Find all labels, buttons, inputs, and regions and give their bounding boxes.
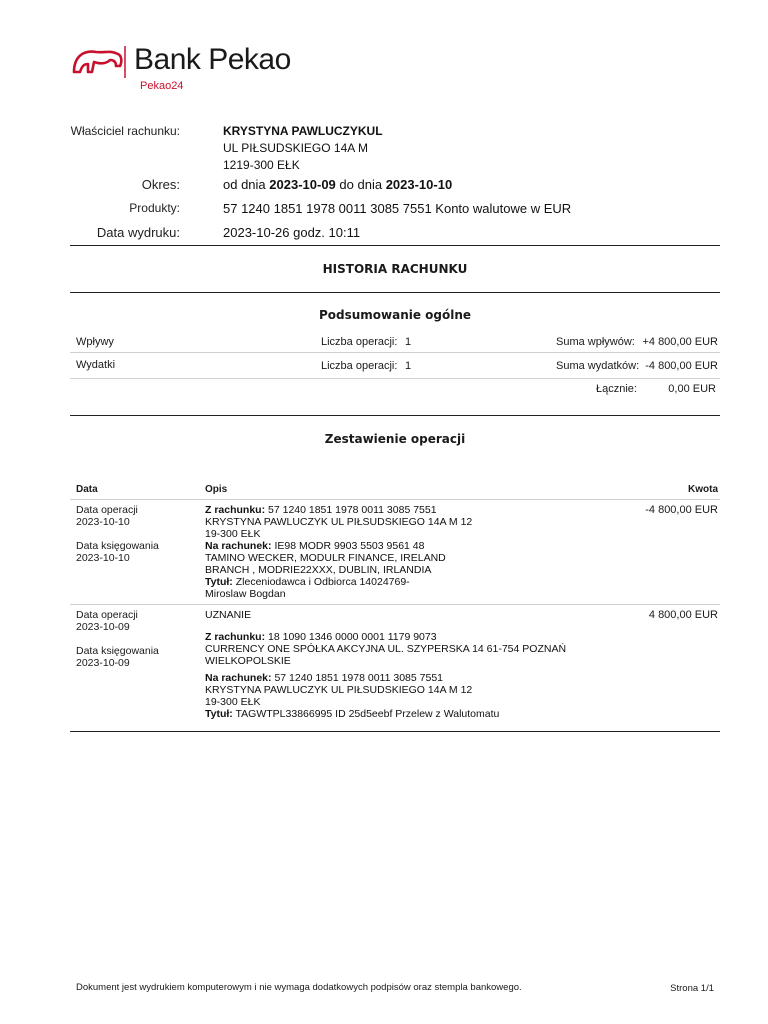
- summary-count: 1: [405, 360, 412, 372]
- summary-total-label: Łącznie:: [596, 383, 637, 395]
- operation-dates: Data operacji 2023-10-10 Data księgowania 2023-10-10: [76, 504, 159, 564]
- products-value: 57 1240 1851 1978 0011 3085 7551 Konto walutowe w EUR: [223, 201, 572, 216]
- operation-amount: -4 800,00 EUR: [645, 504, 718, 516]
- period-label: Okres:: [141, 177, 180, 192]
- summary-sum: -4 800,00 EUR: [645, 360, 718, 372]
- owner-address-1: UL PIŁSUDSKIEGO 14A M: [223, 141, 368, 155]
- operation-amount: 4 800,00 EUR: [648, 609, 718, 621]
- bank-logo: [70, 43, 291, 92]
- page-number: Strona 1/1: [670, 983, 714, 994]
- owner-name: KRYSTYNA PAWLUCZYKUL: [223, 124, 383, 138]
- summary-row-name: Wydatki: [76, 359, 116, 371]
- bison-icon: [70, 44, 126, 80]
- operation-description: UZNANIE Z rachunku: 18 1090 1346 0000 0001 1179 9073 CURRENCY ONE SPÓŁKA AKCYJNA UL. SZYPERSKA 14 61-754 POZNAŃ WIELKOPOLSKIE Na rachunek: 57 1240 1851 1978 0011 3085 7551 KRYSTYNA PAWLUCZYK UL PIŁSUDSKIEGO 14A M 12 19-300 EŁK Tytuł: TAGWTPL33866995 ID 25d5eebf Przelew z Walutomatu: [205, 609, 567, 720]
- divider: [70, 292, 720, 293]
- divider: [70, 245, 720, 246]
- divider: [70, 499, 720, 500]
- divider: [70, 604, 720, 605]
- period-value: od dnia 2023-10-09 do dnia 2023-10-10: [223, 177, 453, 192]
- print-date-label: Data wydruku:: [96, 225, 180, 240]
- print-date-value: 2023-10-26 godz. 10:11: [223, 225, 361, 240]
- summary-count: 1: [405, 336, 412, 348]
- products-label: Produkty:: [129, 201, 180, 215]
- divider: [70, 415, 720, 416]
- bank-subname: Pekao24: [140, 80, 184, 92]
- bank-name: Bank Pekao: [134, 43, 291, 76]
- summary-title: Podsumowanie ogólne: [318, 308, 472, 322]
- summary-count-label: Liczba operacji:: [321, 336, 398, 348]
- summary-sum: +4 800,00 EUR: [642, 336, 718, 348]
- summary-total: 0,00 EUR: [668, 383, 716, 395]
- operation-dates: Data operacji 2023-10-09 Data księgowania 2023-10-09: [76, 609, 159, 669]
- operations-title: Zestawienie operacji: [324, 432, 466, 446]
- divider: [70, 378, 720, 379]
- operation-description: Z rachunku: 57 1240 1851 1978 0011 3085 7551 KRYSTYNA PAWLUCZYK UL PIŁSUDSKIEGO 14A M 12 19-300 EŁK Na rachunek: IE98 MODR 9903 5503 9561 48 TAMINO WECKER, MODULR FINANCE, IRELAND BRANCH , MODRIE22XXX, DUBLIN, IRLANDIA Tytuł: Zleceniodawca i Odbiorca 14024769- Miroslaw Bogdan: [205, 504, 473, 600]
- footer-note: Dokument jest wydrukiem komputerowym i nie wymaga dodatkowych podpisów oraz stempla bankowego.: [76, 982, 522, 993]
- summary-row-name: Wpływy: [76, 336, 114, 348]
- summary-sum-label: Suma wpływów:: [556, 336, 635, 348]
- divider: [70, 731, 720, 732]
- summary-sum-label: Suma wydatków:: [556, 360, 640, 372]
- col-amount-header: Kwota: [688, 484, 718, 495]
- col-date-header: Data: [76, 484, 98, 495]
- owner-address-2: 1219-300 EŁK: [223, 158, 300, 172]
- divider: [70, 352, 720, 353]
- col-desc-header: Opis: [205, 484, 228, 495]
- history-title: HISTORIA RACHUNKU: [322, 262, 468, 276]
- owner-label: Właściciel rachunku:: [70, 124, 180, 138]
- summary-count-label: Liczba operacji:: [321, 360, 398, 372]
